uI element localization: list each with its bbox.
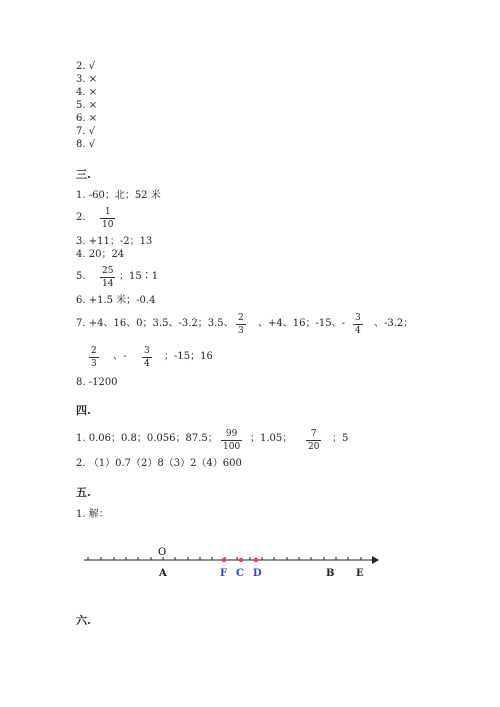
answer-line: 7. √	[76, 126, 96, 137]
point-label-b: B	[326, 568, 335, 579]
point-label-f: F	[220, 568, 228, 579]
answer-text: 1. 0.06；0.8；0.056；87.5；	[76, 433, 218, 444]
fraction: 99 100	[223, 429, 241, 452]
answer-line: 1. -60；北；52 米	[76, 190, 161, 201]
answer-line: 3. +11；-2；13	[76, 236, 153, 247]
point-label-a: A	[159, 568, 167, 579]
answer-label: 2.	[76, 212, 86, 223]
answer-line: 1. 解：	[76, 509, 109, 520]
answer-line: 6. +1.5 米；-0.4	[76, 295, 156, 306]
section-heading-3: 三.	[76, 168, 91, 181]
answer-line: 4. 20；24	[76, 249, 125, 260]
answer-line: 5. ×	[76, 100, 98, 111]
answer-text: ；1.05；	[250, 433, 293, 444]
answer-line: 2. √	[76, 61, 96, 72]
answer-line: 8. √	[76, 139, 96, 150]
section-heading-6: 六.	[76, 614, 91, 627]
answer-text: 7. +4、16、0；3.5、-3.2；3.5、	[76, 318, 234, 329]
answer-text: ；5	[332, 433, 349, 444]
answer-text: 、-	[113, 351, 127, 362]
answer-text: 、-3.2；	[374, 318, 414, 329]
answer-line: 3. ×	[76, 74, 98, 85]
answer-text: ；-15；16	[164, 351, 213, 362]
answer-text: 、+4、16；-15、-	[258, 318, 345, 329]
fraction: 7 20	[308, 429, 320, 452]
fraction: 1 10	[102, 207, 114, 230]
answer-line: 6. ×	[76, 113, 98, 124]
answer-text: ；15∶1	[119, 271, 159, 282]
point-label-c: C	[236, 568, 244, 579]
axis-arrow-icon	[372, 556, 379, 564]
origin-label: O	[158, 547, 167, 558]
number-line	[0, 542, 500, 602]
fraction: 2 3	[238, 313, 244, 336]
fraction: 25 14	[102, 266, 114, 289]
point-label-d: D	[253, 568, 262, 579]
section-heading-4: 四.	[76, 404, 91, 417]
section-heading-5: 五.	[76, 486, 91, 499]
fraction: 3 4	[355, 313, 361, 336]
fraction: 2 3	[91, 346, 97, 369]
answer-line: 2. （1）0.7（2）8（3）2（4）600	[76, 458, 242, 469]
answer-line: 8. -1200	[76, 377, 118, 388]
fraction: 3 4	[144, 346, 150, 369]
answer-label: 5.	[76, 271, 86, 282]
point-label-e: E	[356, 568, 364, 579]
answer-line: 4. ×	[76, 87, 98, 98]
